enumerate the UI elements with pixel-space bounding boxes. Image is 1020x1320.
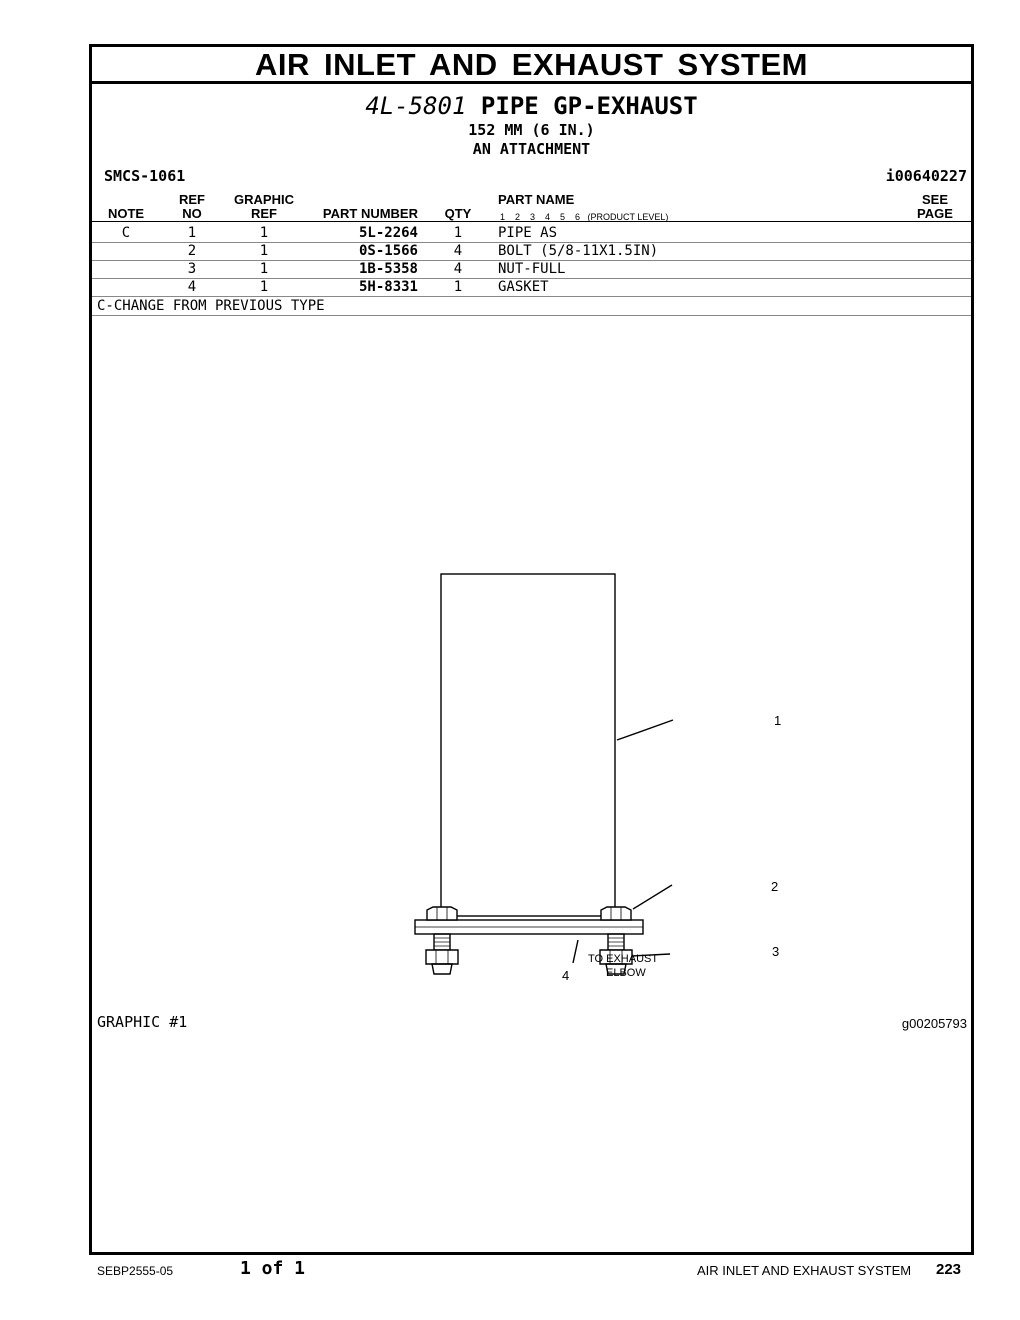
nut-left-top (427, 907, 457, 920)
drawing-label-line1: TO EXHAUST (588, 953, 659, 965)
group-header (92, 91, 971, 159)
pipe-body (441, 574, 615, 916)
col-see-bottom: PAGE (917, 206, 953, 221)
col-product-level: 1 2 3 4 5 6 (PRODUCT LEVEL) (500, 212, 669, 222)
change-note: C-CHANGE FROM PREVIOUS TYPE (97, 298, 325, 314)
leader-1 (617, 720, 673, 740)
callout-1: 1 (774, 713, 782, 728)
row-ref: 1 (187, 225, 197, 241)
notes-row (92, 297, 971, 316)
row-part-number[interactable]: 1B-5358 (358, 261, 418, 277)
group-number[interactable]: 4L-5801 (365, 92, 467, 120)
group-size: 152 MM (6 IN.) (468, 121, 595, 139)
leader-4 (573, 940, 578, 963)
graphic-label: GRAPHIC #1 (97, 1013, 188, 1031)
illustration-id: i00640227 (885, 167, 967, 185)
leader-2 (633, 885, 672, 909)
row-graphic-ref: 1 (259, 225, 269, 241)
row-graphic-ref: 1 (259, 279, 269, 295)
row-qty: 4 (453, 261, 463, 277)
callout-3: 3 (772, 944, 780, 959)
drawing-label-line2: ELBOW (606, 967, 646, 979)
group-type: AN ATTACHMENT (472, 140, 591, 158)
table-row (92, 260, 971, 279)
row-graphic-ref: 1 (259, 261, 269, 277)
row-qty: 1 (453, 225, 463, 241)
col-ref-bottom: NO (182, 206, 202, 221)
row-ref: 2 (187, 243, 197, 259)
row-part-number[interactable]: 0S-1566 (358, 243, 418, 259)
col-ref-top: REF (179, 192, 205, 207)
table-row (92, 278, 971, 297)
row-part-name: BOLT (5/8-11X1.5IN) (498, 243, 659, 259)
parts-table-header (92, 191, 971, 222)
footer-doc-number: SEBP2555-05 (97, 1264, 174, 1278)
footer-section: AIR INLET AND EXHAUST SYSTEM (697, 1263, 912, 1278)
row-part-name: PIPE AS (498, 225, 558, 241)
callout-4: 4 (562, 968, 570, 983)
callout-2: 2 (771, 879, 779, 894)
row-ref: 4 (187, 279, 197, 295)
col-graphic-bottom: REF (251, 206, 277, 221)
row-part-name: NUT-FULL (498, 261, 566, 277)
smcs-code: SMCS-1061 (104, 167, 186, 185)
footer-page-of: 1 of 1 (240, 1258, 306, 1279)
group-title (92, 91, 971, 121)
row-qty: 4 (453, 243, 463, 259)
page-frame (89, 44, 974, 1255)
bolt-left-tip (432, 964, 452, 974)
row-part-number[interactable]: 5H-8331 (358, 279, 418, 295)
col-qty: QTY (444, 206, 472, 221)
graphic-id: g00205793 (901, 1016, 967, 1031)
row-note: C (121, 225, 131, 241)
row-qty: 1 (453, 279, 463, 295)
exhaust-pipe-drawing (392, 567, 812, 987)
footer-page-number: 223 (936, 1261, 962, 1278)
row-ref: 3 (187, 261, 197, 277)
nut-left-bottom (426, 950, 458, 964)
row-graphic-ref: 1 (259, 243, 269, 259)
col-part-number: PART NUMBER (322, 206, 418, 221)
col-part-name: PART NAME (498, 192, 575, 207)
row-part-name: GASKET (498, 279, 549, 295)
table-row (92, 242, 971, 261)
col-see-top: SEE (921, 192, 948, 207)
row-part-number[interactable]: 5L-2264 (358, 225, 418, 241)
group-name: PIPE GP-EXHAUST (480, 92, 698, 120)
col-note: NOTE (107, 206, 145, 221)
section-title: AIR INLET AND EXHAUST SYSTEM (92, 47, 971, 84)
nut-right-top (601, 907, 631, 920)
col-graphic-top: GRAPHIC (234, 192, 294, 207)
table-row (92, 224, 971, 243)
